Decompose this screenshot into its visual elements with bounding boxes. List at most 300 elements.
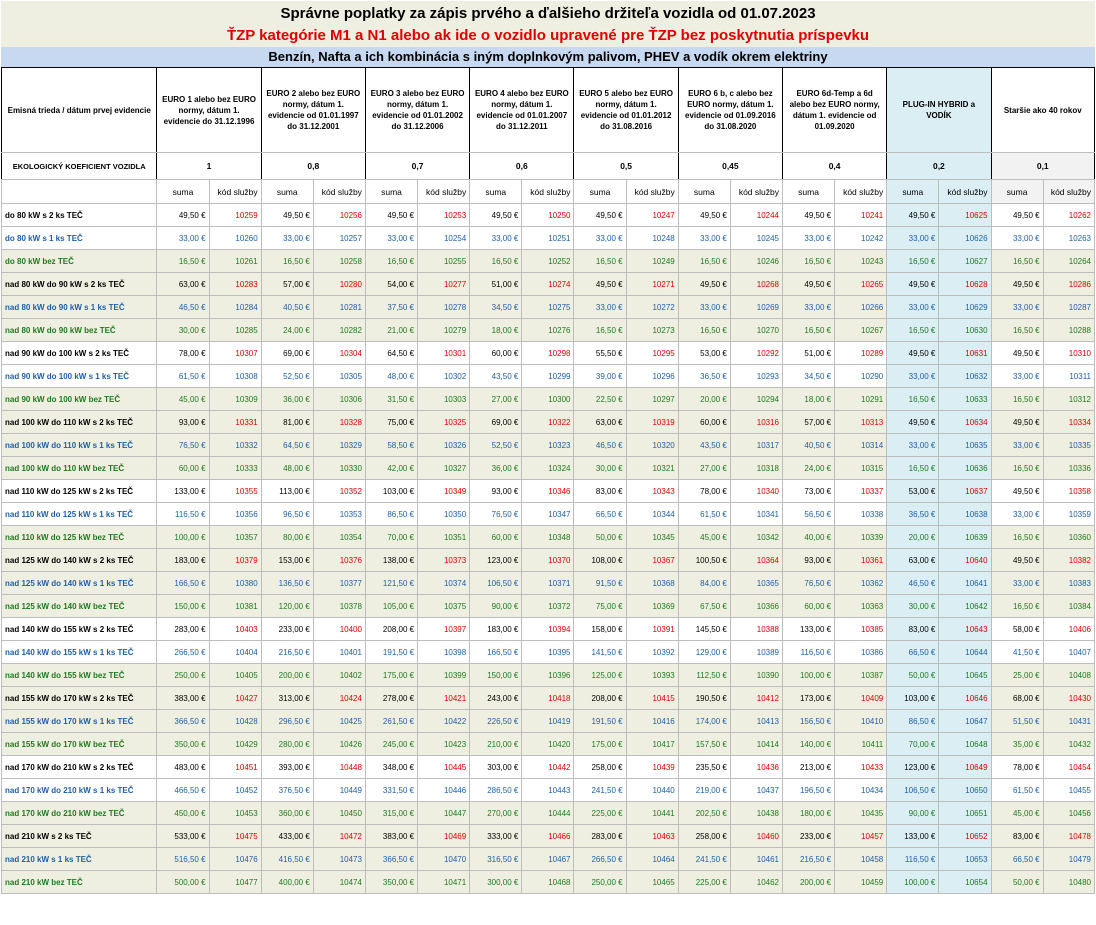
fee-amount: 33,00 € [678, 227, 730, 250]
table-row [2, 641, 1095, 664]
service-code: 10651 [939, 802, 991, 825]
service-code: 10382 [1043, 549, 1094, 572]
fee-amount: 48,00 € [365, 365, 417, 388]
fee-amount: 60,00 € [678, 411, 730, 434]
fee-amount: 300,00 € [470, 871, 522, 894]
fee-amount: 120,00 € [261, 595, 313, 618]
fee-amount: 174,00 € [678, 710, 730, 733]
service-code: 10290 [835, 365, 887, 388]
fee-amount: 51,00 € [470, 273, 522, 296]
table-row [2, 319, 1095, 342]
fee-amount: 283,00 € [574, 825, 626, 848]
service-code: 10244 [730, 204, 782, 227]
service-code: 10324 [522, 457, 574, 480]
fee-amount: 100,00 € [157, 526, 209, 549]
fee-amount: 24,00 € [261, 319, 313, 342]
fee-amount: 83,00 € [887, 618, 939, 641]
service-code: 10258 [313, 250, 365, 273]
fee-amount: 63,00 € [574, 411, 626, 434]
service-code: 10334 [1043, 411, 1094, 434]
table-row [2, 595, 1095, 618]
fee-amount: 43,50 € [678, 434, 730, 457]
fee-amount: 36,50 € [678, 365, 730, 388]
fee-amount: 243,00 € [470, 687, 522, 710]
table-row [2, 756, 1095, 779]
fee-amount: 33,00 € [261, 227, 313, 250]
service-code: 10374 [418, 572, 470, 595]
service-code: 10644 [939, 641, 991, 664]
service-code: 10418 [522, 687, 574, 710]
service-code: 10629 [939, 296, 991, 319]
fee-amount: 173,00 € [783, 687, 835, 710]
fee-amount: 108,00 € [574, 549, 626, 572]
service-code: 10405 [209, 664, 261, 687]
fee-amount: 96,50 € [261, 503, 313, 526]
service-code: 10653 [939, 848, 991, 871]
table-row [2, 871, 1095, 894]
fee-amount: 40,00 € [783, 526, 835, 549]
service-code: 10640 [939, 549, 991, 572]
fee-amount: 350,00 € [157, 733, 209, 756]
service-code: 10628 [939, 273, 991, 296]
table-row [2, 572, 1095, 595]
service-code: 10292 [730, 342, 782, 365]
table-row [2, 480, 1095, 503]
title-fuel-types: Benzín, Nafta a ich kombinácia s iným doplnkovým palivom, PHEV a vodík okrem elektriny [1, 47, 1095, 67]
service-code: 10297 [626, 388, 678, 411]
fee-amount: 55,50 € [574, 342, 626, 365]
service-code: 10301 [418, 342, 470, 365]
fee-amount: 49,50 € [887, 204, 939, 227]
fee-amount: 183,00 € [157, 549, 209, 572]
service-code: 10470 [418, 848, 470, 871]
service-code: 10626 [939, 227, 991, 250]
service-code: 10285 [209, 319, 261, 342]
service-code: 10430 [1043, 687, 1094, 710]
fee-amount: 18,00 € [783, 388, 835, 411]
fee-amount: 196,50 € [783, 779, 835, 802]
service-code: 10648 [939, 733, 991, 756]
service-code: 10283 [209, 273, 261, 296]
fee-amount: 22,50 € [574, 388, 626, 411]
coefficient-value: 0,2 [887, 153, 991, 180]
header-emission-class: EURO 6d-Temp a 6d alebo bez EURO normy, dátum 1. evidencie od 01.09.2020 [783, 68, 887, 153]
service-code: 10299 [522, 365, 574, 388]
row-label: nad 100 kW do 110 kW s 1 ks TEČ [2, 434, 157, 457]
service-code: 10243 [835, 250, 887, 273]
service-code: 10359 [1043, 503, 1094, 526]
row-label: nad 155 kW do 170 kW s 1 ks TEČ [2, 710, 157, 733]
service-code: 10354 [313, 526, 365, 549]
service-code: 10253 [418, 204, 470, 227]
service-code: 10631 [939, 342, 991, 365]
service-code: 10638 [939, 503, 991, 526]
service-code: 10447 [418, 802, 470, 825]
service-code: 10411 [835, 733, 887, 756]
service-code: 10356 [209, 503, 261, 526]
coefficient-value: 0,45 [678, 153, 782, 180]
subheader-code: kód služby [313, 180, 365, 204]
fee-amount: 83,00 € [991, 825, 1043, 848]
table-row [2, 273, 1095, 296]
service-code: 10451 [209, 756, 261, 779]
service-code: 10632 [939, 365, 991, 388]
fee-amount: 61,50 € [991, 779, 1043, 802]
fee-amount: 49,50 € [365, 204, 417, 227]
service-code: 10428 [209, 710, 261, 733]
row-label: nad 100 kW do 110 kW s 2 ks TEČ [2, 411, 157, 434]
subheader-sum: suma [678, 180, 730, 204]
fee-amount: 49,50 € [678, 273, 730, 296]
fee-amount: 93,00 € [470, 480, 522, 503]
fee-amount: 483,00 € [157, 756, 209, 779]
subheader-code: kód služby [209, 180, 261, 204]
fee-amount: 383,00 € [365, 825, 417, 848]
fee-table [1, 67, 1095, 894]
service-code: 10471 [418, 871, 470, 894]
service-code: 10342 [730, 526, 782, 549]
service-code: 10344 [626, 503, 678, 526]
fee-amount: 52,50 € [470, 434, 522, 457]
fee-amount: 75,00 € [574, 595, 626, 618]
service-code: 10453 [209, 802, 261, 825]
fee-amount: 90,00 € [887, 802, 939, 825]
fee-amount: 261,50 € [365, 710, 417, 733]
service-code: 10625 [939, 204, 991, 227]
fee-amount: 16,50 € [887, 388, 939, 411]
fee-amount: 36,00 € [470, 457, 522, 480]
table-row [2, 733, 1095, 756]
fee-amount: 103,00 € [365, 480, 417, 503]
coefficient-label: EKOLOGICKÝ KOEFICIENT VOZIDLA [2, 153, 157, 180]
fee-amount: 208,00 € [365, 618, 417, 641]
service-code: 10438 [730, 802, 782, 825]
service-code: 10249 [626, 250, 678, 273]
coefficient-value: 0,8 [261, 153, 365, 180]
service-code: 10349 [418, 480, 470, 503]
fee-amount: 157,50 € [678, 733, 730, 756]
row-label: nad 125 kW do 140 kW bez TEČ [2, 595, 157, 618]
service-code: 10376 [313, 549, 365, 572]
service-code: 10436 [730, 756, 782, 779]
coefficient-value: 0,7 [365, 153, 469, 180]
service-code: 10246 [730, 250, 782, 273]
fee-amount: 233,00 € [783, 825, 835, 848]
service-code: 10298 [522, 342, 574, 365]
service-code: 10475 [209, 825, 261, 848]
service-code: 10355 [209, 480, 261, 503]
fee-amount: 266,50 € [157, 641, 209, 664]
row-label: nad 110 kW do 125 kW s 1 ks TEČ [2, 503, 157, 526]
service-code: 10455 [1043, 779, 1094, 802]
fee-amount: 64,50 € [261, 434, 313, 457]
service-code: 10371 [522, 572, 574, 595]
service-code: 10401 [313, 641, 365, 664]
service-code: 10370 [522, 549, 574, 572]
service-code: 10242 [835, 227, 887, 250]
fee-amount: 64,50 € [365, 342, 417, 365]
fee-amount: 33,00 € [157, 227, 209, 250]
service-code: 10393 [626, 664, 678, 687]
row-label: nad 100 kW do 110 kW bez TEČ [2, 457, 157, 480]
fee-amount: 116,50 € [783, 641, 835, 664]
row-label: nad 90 kW do 100 kW bez TEČ [2, 388, 157, 411]
fee-amount: 53,00 € [678, 342, 730, 365]
service-code: 10360 [1043, 526, 1094, 549]
service-code: 10478 [1043, 825, 1094, 848]
service-code: 10404 [209, 641, 261, 664]
service-code: 10272 [626, 296, 678, 319]
fee-amount: 60,00 € [470, 526, 522, 549]
fee-amount: 66,50 € [574, 503, 626, 526]
fee-amount: 78,00 € [991, 756, 1043, 779]
subheader-sum: suma [887, 180, 939, 204]
fee-amount: 16,50 € [887, 250, 939, 273]
service-code: 10409 [835, 687, 887, 710]
service-code: 10634 [939, 411, 991, 434]
fee-amount: 91,50 € [574, 572, 626, 595]
fee-amount: 63,00 € [887, 549, 939, 572]
fee-amount: 67,50 € [678, 595, 730, 618]
service-code: 10463 [626, 825, 678, 848]
service-code: 10367 [626, 549, 678, 572]
service-code: 10459 [835, 871, 887, 894]
fee-amount: 57,00 € [783, 411, 835, 434]
header-emission-class: EURO 3 alebo bez EURO normy, dátum 1. evidencie od 01.01.2002 do 31.12.2006 [365, 68, 469, 153]
fee-amount: 145,50 € [678, 618, 730, 641]
service-code: 10387 [835, 664, 887, 687]
fee-amount: 376,50 € [261, 779, 313, 802]
service-code: 10256 [313, 204, 365, 227]
fee-amount: 200,00 € [783, 871, 835, 894]
fee-amount: 16,50 € [157, 250, 209, 273]
service-code: 10456 [1043, 802, 1094, 825]
service-code: 10255 [418, 250, 470, 273]
service-code: 10444 [522, 802, 574, 825]
fee-amount: 103,00 € [887, 687, 939, 710]
fee-amount: 49,50 € [991, 342, 1043, 365]
service-code: 10635 [939, 434, 991, 457]
service-code: 10434 [835, 779, 887, 802]
fee-amount: 141,50 € [574, 641, 626, 664]
fee-amount: 112,50 € [678, 664, 730, 687]
fee-amount: 16,50 € [574, 319, 626, 342]
service-code: 10366 [730, 595, 782, 618]
fee-amount: 66,50 € [887, 641, 939, 664]
fee-amount: 241,50 € [678, 848, 730, 871]
service-code: 10385 [835, 618, 887, 641]
fee-amount: 16,50 € [991, 250, 1043, 273]
service-code: 10429 [209, 733, 261, 756]
service-code: 10262 [1043, 204, 1094, 227]
fee-amount: 45,00 € [991, 802, 1043, 825]
fee-amount: 33,00 € [887, 227, 939, 250]
service-code: 10340 [730, 480, 782, 503]
fee-amount: 45,00 € [157, 388, 209, 411]
fee-amount: 63,00 € [157, 273, 209, 296]
fee-amount: 278,00 € [365, 687, 417, 710]
service-code: 10351 [418, 526, 470, 549]
service-code: 10276 [522, 319, 574, 342]
fee-amount: 76,50 € [783, 572, 835, 595]
service-code: 10647 [939, 710, 991, 733]
service-code: 10421 [418, 687, 470, 710]
fee-amount: 50,00 € [887, 664, 939, 687]
fee-amount: 16,50 € [783, 250, 835, 273]
service-code: 10315 [835, 457, 887, 480]
coefficient-value: 0,6 [470, 153, 574, 180]
fee-amount: 190,50 € [678, 687, 730, 710]
service-code: 10350 [418, 503, 470, 526]
service-code: 10321 [626, 457, 678, 480]
subheader-code: kód služby [522, 180, 574, 204]
fee-amount: 50,00 € [574, 526, 626, 549]
header-emission-class: EURO 4 alebo bez EURO normy, dátum 1. evidencie od 01.01.2007 do 31.12.2011 [470, 68, 574, 153]
fee-amount: 54,00 € [365, 273, 417, 296]
fee-amount: 49,50 € [261, 204, 313, 227]
fee-amount: 348,00 € [365, 756, 417, 779]
subheader-row [2, 180, 1095, 204]
fee-amount: 33,00 € [470, 227, 522, 250]
row-label: nad 80 kW do 90 kW s 2 ks TEČ [2, 273, 157, 296]
fee-amount: 270,00 € [470, 802, 522, 825]
service-code: 10439 [626, 756, 678, 779]
fee-amount: 21,00 € [365, 319, 417, 342]
fee-amount: 16,50 € [470, 250, 522, 273]
service-code: 10469 [418, 825, 470, 848]
service-code: 10406 [1043, 618, 1094, 641]
table-row [2, 503, 1095, 526]
fee-amount: 20,00 € [678, 388, 730, 411]
service-code: 10399 [418, 664, 470, 687]
service-code: 10419 [522, 710, 574, 733]
service-code: 10306 [313, 388, 365, 411]
service-code: 10252 [522, 250, 574, 273]
service-code: 10277 [418, 273, 470, 296]
service-code: 10250 [522, 204, 574, 227]
fee-amount: 150,00 € [470, 664, 522, 687]
title-subtitle: ŤZP kategórie M1 a N1 alebo ak ide o vozidlo upravené pre ŤZP bez poskytnutia príspevku [1, 25, 1095, 47]
fee-amount: 39,00 € [574, 365, 626, 388]
fee-amount: 241,50 € [574, 779, 626, 802]
table-row [2, 549, 1095, 572]
fee-amount: 216,50 € [783, 848, 835, 871]
fee-amount: 49,50 € [991, 480, 1043, 503]
fee-amount: 61,50 € [678, 503, 730, 526]
service-code: 10268 [730, 273, 782, 296]
header-emission-class: Staršie ako 40 rokov [991, 68, 1094, 153]
subheader-sum: suma [783, 180, 835, 204]
fee-amount: 158,00 € [574, 618, 626, 641]
fee-amount: 34,50 € [783, 365, 835, 388]
fee-amount: 16,50 € [574, 250, 626, 273]
service-code: 10424 [313, 687, 365, 710]
service-code: 10462 [730, 871, 782, 894]
row-label: nad 110 kW do 125 kW bez TEČ [2, 526, 157, 549]
fee-amount: 208,00 € [574, 687, 626, 710]
fee-amount: 183,00 € [470, 618, 522, 641]
service-code: 10339 [835, 526, 887, 549]
fee-amount: 116,50 € [157, 503, 209, 526]
service-code: 10288 [1043, 319, 1094, 342]
fee-amount: 16,50 € [991, 595, 1043, 618]
service-code: 10383 [1043, 572, 1094, 595]
service-code: 10397 [418, 618, 470, 641]
service-code: 10448 [313, 756, 365, 779]
fee-amount: 40,50 € [261, 296, 313, 319]
service-code: 10630 [939, 319, 991, 342]
table-row [2, 848, 1095, 871]
fee-amount: 133,00 € [157, 480, 209, 503]
service-code: 10336 [1043, 457, 1094, 480]
service-code: 10378 [313, 595, 365, 618]
table-row [2, 434, 1095, 457]
fee-amount: 366,50 € [157, 710, 209, 733]
fee-amount: 258,00 € [574, 756, 626, 779]
service-code: 10460 [730, 825, 782, 848]
service-code: 10307 [209, 342, 261, 365]
fee-amount: 433,00 € [261, 825, 313, 848]
fee-amount: 43,50 € [470, 365, 522, 388]
subheader-code: kód služby [626, 180, 678, 204]
service-code: 10260 [209, 227, 261, 250]
service-code: 10296 [626, 365, 678, 388]
row-label: do 80 kW bez TEČ [2, 250, 157, 273]
service-code: 10458 [835, 848, 887, 871]
service-code: 10332 [209, 434, 261, 457]
service-code: 10326 [418, 434, 470, 457]
fee-amount: 213,00 € [783, 756, 835, 779]
coefficient-value: 1 [157, 153, 261, 180]
fee-amount: 27,00 € [678, 457, 730, 480]
service-code: 10318 [730, 457, 782, 480]
fee-amount: 133,00 € [783, 618, 835, 641]
service-code: 10352 [313, 480, 365, 503]
service-code: 10279 [418, 319, 470, 342]
fee-amount: 33,00 € [887, 296, 939, 319]
service-code: 10273 [626, 319, 678, 342]
service-code: 10368 [626, 572, 678, 595]
fee-amount: 33,00 € [991, 296, 1043, 319]
row-label: nad 155 kW do 170 kW bez TEČ [2, 733, 157, 756]
row-label: nad 90 kW do 100 kW s 1 ks TEČ [2, 365, 157, 388]
fee-amount: 258,00 € [678, 825, 730, 848]
fee-amount: 33,00 € [678, 296, 730, 319]
table-row [2, 687, 1095, 710]
header-first-col: Emisná trieda / dátum prvej evidencie [2, 68, 157, 153]
service-code: 10348 [522, 526, 574, 549]
fee-amount: 280,00 € [261, 733, 313, 756]
fee-amount: 68,00 € [991, 687, 1043, 710]
fee-amount: 383,00 € [157, 687, 209, 710]
service-code: 10386 [835, 641, 887, 664]
service-code: 10443 [522, 779, 574, 802]
service-code: 10346 [522, 480, 574, 503]
fee-amount: 81,00 € [261, 411, 313, 434]
service-code: 10441 [626, 802, 678, 825]
service-code: 10322 [522, 411, 574, 434]
service-code: 10654 [939, 871, 991, 894]
service-code: 10433 [835, 756, 887, 779]
service-code: 10331 [209, 411, 261, 434]
service-code: 10437 [730, 779, 782, 802]
service-code: 10282 [313, 319, 365, 342]
fee-amount: 133,00 € [887, 825, 939, 848]
fee-amount: 219,00 € [678, 779, 730, 802]
fee-amount: 129,00 € [678, 641, 730, 664]
fee-amount: 51,50 € [991, 710, 1043, 733]
fee-amount: 30,00 € [157, 319, 209, 342]
